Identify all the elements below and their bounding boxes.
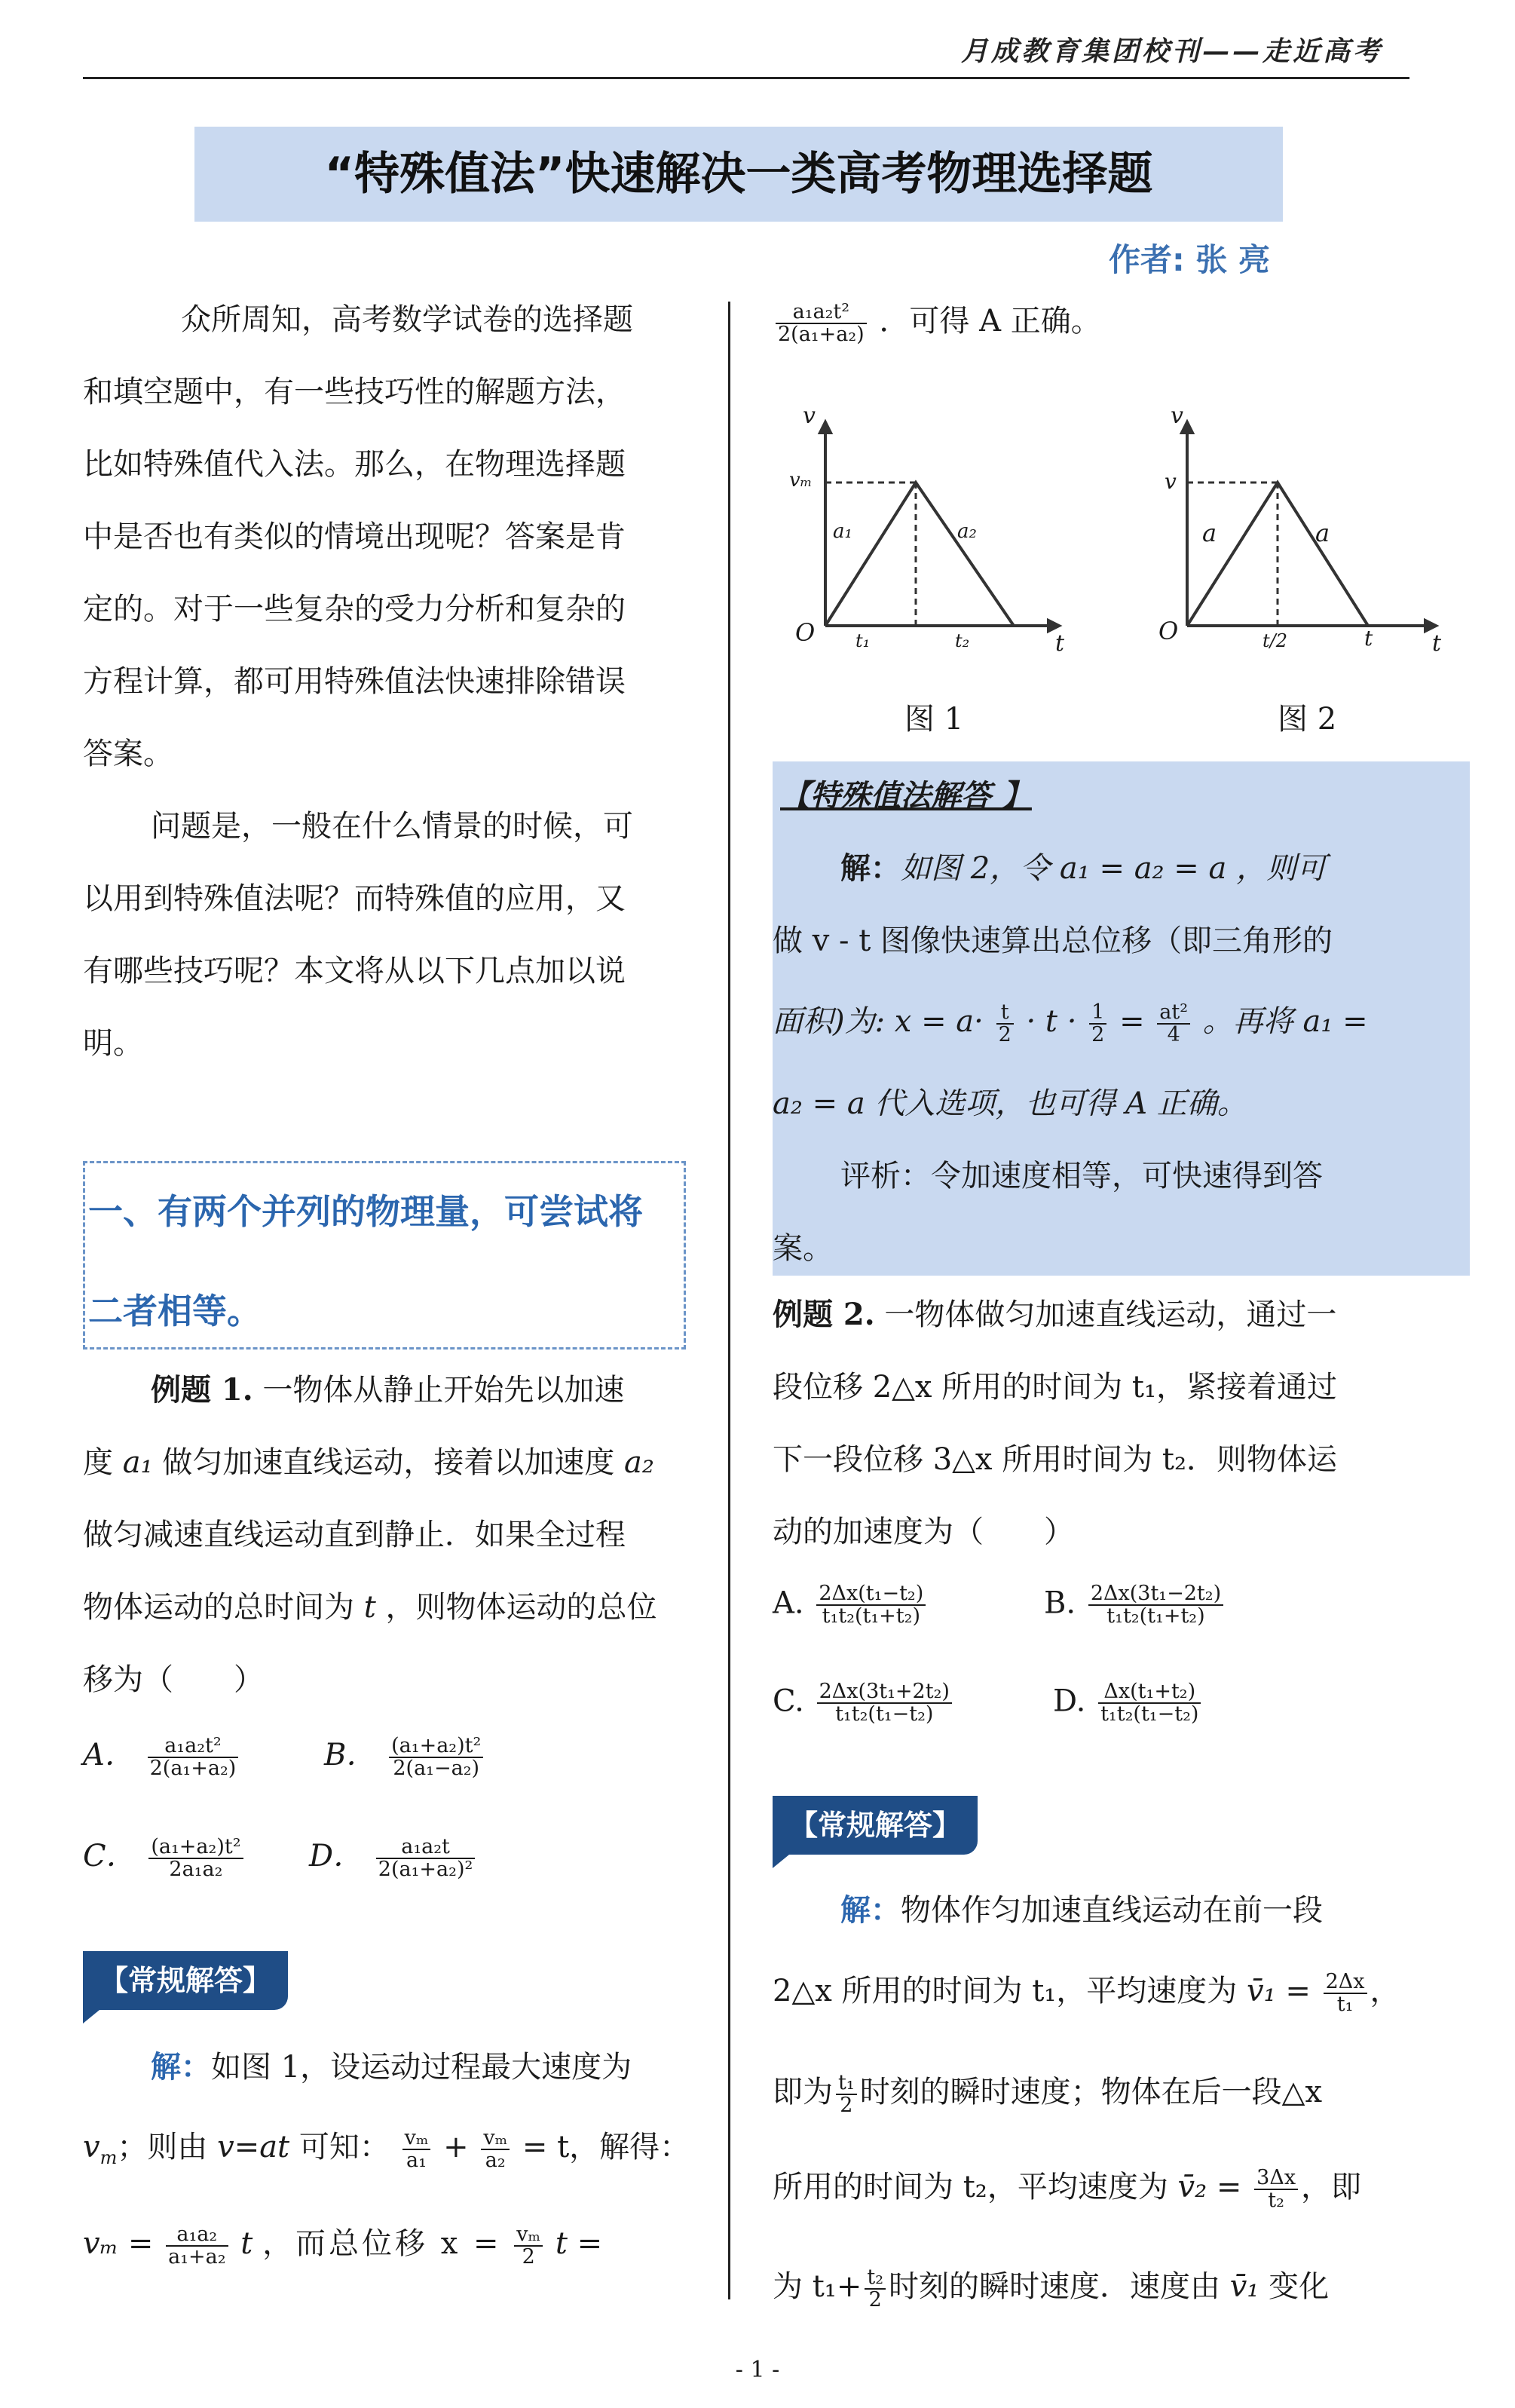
fig1-origin-label: O <box>795 618 816 647</box>
solution-line: 2△x 所用的时间为 t₁，平均速度为 v̄₁ = $\frac{2\Delta x}{\text{t₁}}$ ， <box>773 1969 1400 2016</box>
option-a: A. $\frac{\text{2Δx(t₁−t₂)}}{\text{t₁t₂(t₁+t₂)}}$ <box>773 1583 929 1628</box>
example-1-line: 度 a₁ 做匀加速直线运动，接着以加速度 a₂ <box>83 1445 654 1480</box>
example-label: 例题 1. <box>151 1372 253 1408</box>
normal-solution-badge: 【常规解答】 <box>773 1796 978 1855</box>
intro-line: 定的。对于一些复杂的受力分析和复杂的 <box>83 592 626 627</box>
option-b: B． $\frac{\text{(a₁+a₂)t²}}{\text{2(a₁−a₂)}}$ <box>324 1731 486 1779</box>
intro-line: 明。 <box>83 1026 143 1061</box>
solution-line: vₘ = $\frac{\text{a₁a₂}}{\text{a₁+a₂}}$ t ，而总位移 x = $\frac{\text{vₘ}}{2}$ t = <box>83 2222 603 2269</box>
section-heading-box <box>83 1161 686 1350</box>
example-label: 例题 2. <box>773 1297 875 1332</box>
intro-line: 答案。 <box>83 737 173 771</box>
fig1-t2-label: t₂ <box>955 630 970 651</box>
special-value-panel <box>773 761 1470 1276</box>
fig1-a1-label: a₁ <box>833 520 852 543</box>
solution-line: 即为 $\frac{\text{t₁}}{2}$ 时刻的瞬时速度；物体在后一段△x <box>773 2070 1323 2117</box>
fig2-half-t-label: t/2 <box>1262 630 1287 651</box>
special-heading: 【特殊值法解答 】 <box>780 779 1032 813</box>
fig1-a2-label: a₂ <box>957 520 977 543</box>
special-line: 面积)为: x = a· $\frac{t}{2}$ · t · $\frac{1}{2}$ = $\frac{\text{at²}}{4}$ 。再将 a₁ = <box>773 1000 1368 1046</box>
page-number: - 1 - <box>735 2357 780 2383</box>
example-1-line: 例题 1. 一物体从静止开始先以加速 <box>151 1372 625 1408</box>
section-heading-line: 二者相等。 <box>88 1291 262 1331</box>
special-evaluation: 评析：令加速度相等，可快速得到答 <box>840 1159 1323 1193</box>
fig1-t1-label: t₁ <box>855 630 871 651</box>
solution-line: 所用的时间为 t₂，平均速度为 v̄₂ = $\frac{3\Delta x}{\text{t₂}}$ ，即 <box>773 2165 1362 2212</box>
article-title: “特殊值法”快速解决一类高考物理选择题 <box>194 127 1283 222</box>
option-a: A． $\frac{\text{a₁a₂t²}}{\text{2(a₁+a₂)}}$ <box>83 1731 241 1779</box>
fig2-t-label: t <box>1432 630 1442 657</box>
figure-2-vt-graph <box>1149 400 1466 648</box>
solution-line: 解：物体作匀加速直线运动在前一段 <box>840 1892 1323 1928</box>
option-c: C． $\frac{\text{(a₁+a₂)t²}}{\text{2a₁a₂}}$ <box>83 1832 246 1880</box>
figure-1-caption: 图 1 <box>904 702 964 737</box>
article-author: 作者: 张 亮 <box>1108 241 1270 278</box>
example-2-line: 例题 2. 一物体做匀加速直线运动，通过一 <box>773 1297 1337 1332</box>
fig1-t-label: t <box>1055 630 1065 657</box>
column-divider <box>728 302 730 2299</box>
fig2-origin-label: O <box>1158 617 1179 645</box>
intro-line: 以用到特殊值法呢？而特殊值的应用，又 <box>83 881 626 916</box>
example-1-line: 做匀减速直线运动直到静止．如果全过程 <box>83 1518 626 1552</box>
option-d: D. $\frac{\text{Δx(t₁+t₂)}}{\text{t₁t₂(t₁−t₂)}}$ <box>1053 1681 1204 1726</box>
left-column <box>83 302 690 2322</box>
example-2-line: 段位移 2△x 所用的时间为 t₁，紧接着通过 <box>773 1370 1338 1405</box>
special-line: a₂ = a 代入选项，也可得 A 正确。 <box>773 1086 1247 1121</box>
figure-1-vt-graph <box>773 400 1089 648</box>
intro-line: 比如特殊值代入法。那么，在物理选择题 <box>83 447 626 482</box>
figure-2-caption: 图 2 <box>1278 702 1337 737</box>
header-rule <box>83 77 1409 79</box>
solution-line: 解：如图 1，设运动过程最大速度为 <box>151 2049 632 2085</box>
fig2-a-right-label: a <box>1315 519 1330 547</box>
example-2-line: 动的加速度为（ ） <box>773 1515 1074 1549</box>
intro-line: 和填空题中，有一些技巧性的解题方法， <box>83 375 626 409</box>
section-heading-line: 一、有两个并列的物理量，可尝试将 <box>88 1191 643 1232</box>
fig1-velocity-line <box>825 483 1014 626</box>
solution-line: 为 t₁+ $\frac{\text{t₂}}{2}$ 时刻的瞬时速度．速度由 v̄₁ 变化 <box>773 2265 1330 2311</box>
special-evaluation: 案。 <box>773 1231 833 1266</box>
fig2-t-end-label: t <box>1364 626 1373 651</box>
fig2-a-left-label: a <box>1202 519 1217 547</box>
fig2-v-label: v <box>1171 403 1183 429</box>
special-line: 做 v - t 图像快速算出总位移（即三角形的 <box>773 924 1333 958</box>
fig1-v-label: v <box>803 403 816 429</box>
solution-line: $v_m$；则由 v=at 可知： $\frac{\text{vₘ}}{\text{a₁}}$ + $\frac{\text{vₘ}}{\text{a₂}}$ = t，解得： <box>83 2125 690 2172</box>
right-column <box>773 299 1451 2322</box>
fig1-vm-label: vₘ <box>789 469 813 492</box>
special-line: 解：如图 2，令 a₁ = a₂ = a ，则可 <box>840 850 1327 886</box>
intro-line: 中是否也有类似的情境出现呢？答案是肯 <box>83 519 626 554</box>
option-b: B. $\frac{\text{2Δx(3t₁−2t₂)}}{\text{t₁t₂(t₁+t₂)}}$ <box>1044 1583 1226 1628</box>
intro-line: 方程计算，都可用特殊值法快速排除错误 <box>83 664 626 699</box>
solution-1-result: $\frac{\text{a₁a₂t²}}{\text{2(a₁+a₂)}}$ ．可得 A 正确。 <box>773 294 1451 348</box>
normal-solution-badge: 【常规解答】 <box>83 1951 288 2010</box>
example-2-line: 下一段位移 3△x 所用时间为 t₂．则物体运 <box>773 1442 1338 1477</box>
fig2-v-level-label: v <box>1165 469 1177 494</box>
intro-line: 众所周知，高考数学试卷的选择题 <box>181 302 633 337</box>
example-1-line: 移为（ ） <box>83 1662 264 1697</box>
intro-line: 有哪些技巧呢？本文将从以下几点加以说 <box>83 954 626 988</box>
option-d: D． $\frac{\text{a₁a₂t}}{\text{2(a₁+a₂)²}}$ <box>309 1832 478 1880</box>
intro-line: 问题是，一般在什么情景的时候，可 <box>151 809 633 844</box>
journal-header: 月成教育集团校刊——走近高考 <box>960 35 1383 67</box>
option-c: C. $\frac{\text{2Δx(3t₁+2t₂)}}{\text{t₁t₂(t₁−t₂)}}$ <box>773 1681 955 1726</box>
example-1-line: 物体运动的总时间为 t ，则物体运动的总位 <box>83 1590 657 1625</box>
